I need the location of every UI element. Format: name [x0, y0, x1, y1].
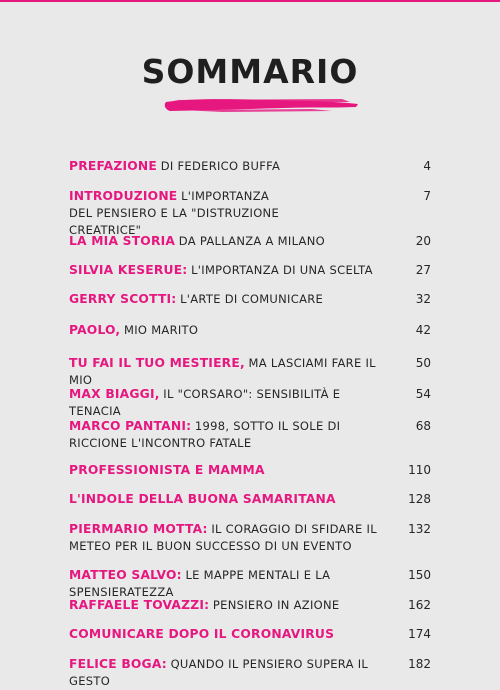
entry-page-number: 68 [415, 419, 431, 433]
entry-name: SILVIA KESERUE: [69, 263, 188, 277]
entry-name: COMUNICARE DOPO IL CORONAVIRUS [69, 627, 335, 641]
entry-name: INTRODUZIONE [69, 189, 178, 203]
toc-entry[interactable] [69, 233, 431, 250]
toc-entry[interactable] [69, 188, 431, 239]
toc-entry[interactable] [69, 521, 431, 555]
toc-entry[interactable] [69, 656, 431, 690]
entry-name: FELICE BOGA: [69, 657, 167, 671]
page-title: SOMMARIO [141, 52, 359, 91]
entry-name: L'INDOLE DELLA BUONA SAMARITANA [69, 492, 336, 506]
toc-entry[interactable] [69, 158, 431, 175]
toc-entry[interactable] [69, 322, 431, 339]
entry-description: L'ARTE DI COMUNICARE [180, 292, 324, 306]
entry-page-number: 27 [415, 263, 431, 277]
entry-description: DI FEDERICO BUFFA [160, 159, 281, 173]
entry-page-number: 150 [408, 568, 431, 582]
toc-entry[interactable] [69, 386, 431, 420]
brush-stroke-decoration [162, 93, 360, 115]
entry-name: PROFESSIONISTA E MAMMA [69, 463, 265, 477]
entry-name: MARCO PANTANI: [69, 419, 192, 433]
entry-page-number: 162 [408, 598, 431, 612]
entry-name: MAX BIAGGI, [69, 387, 160, 401]
entry-description: MA LASCIAMI FARE IL MIO [69, 356, 376, 387]
entry-name: GERRY SCOTTI: [69, 292, 177, 306]
entry-page-number: 54 [415, 387, 431, 401]
entry-description: LE MAPPE MENTALI E LA SPENSIERATEZZA [69, 568, 331, 599]
entry-page-number: 132 [408, 522, 431, 536]
entry-description: IL CORAGGIO DI SFIDARE IL METEO PER IL BUON SUCCESSO DI UN EVENTO [69, 522, 377, 553]
entry-page-number: 32 [415, 292, 431, 306]
entry-page-number: 50 [415, 356, 431, 370]
entry-name: MATTEO SALVO: [69, 568, 182, 582]
entry-name: LA MIA STORIA [69, 234, 176, 248]
toc-entry[interactable] [69, 491, 431, 508]
entry-name: RAFFAELE TOVAZZI: [69, 598, 210, 612]
toc-entry[interactable] [69, 418, 431, 452]
toc-entry[interactable] [69, 626, 431, 643]
entry-description: 1998, SOTTO IL SOLE DI RICCIONE L'INCONTRO FATALE [69, 419, 341, 450]
entry-page-number: 174 [408, 627, 431, 641]
entry-name: PREFAZIONE [69, 159, 158, 173]
entry-name: TU FAI IL TUO MESTIERE, [69, 356, 245, 370]
toc-entry[interactable] [69, 567, 431, 601]
entry-page-number: 110 [408, 463, 431, 477]
entry-name: PAOLO, [69, 323, 121, 337]
entry-name: PIERMARIO MOTTA: [69, 522, 208, 536]
entry-page-number: 20 [415, 234, 431, 248]
entry-page-number: 128 [408, 492, 431, 506]
entry-description: DA PALLANZA A MILANO [178, 234, 325, 248]
entry-page-number: 182 [408, 657, 431, 671]
toc-entry[interactable] [69, 262, 431, 279]
toc-entry[interactable] [69, 597, 431, 614]
entry-description: MIO MARITO [123, 323, 199, 337]
toc-entry[interactable] [69, 462, 431, 479]
top-accent-line [0, 0, 500, 2]
entry-description: IL "CORSARO": SENSIBILITÀ E TENACIA [69, 387, 341, 418]
entry-description: L'IMPORTANZA DEL PENSIERO E LA "DISTRUZIONE CREATRICE" [69, 189, 280, 237]
entry-page-number: 7 [423, 189, 431, 203]
entry-description: L'IMPORTANZA DI UNA SCELTA [191, 263, 373, 277]
entry-page-number: 4 [423, 159, 431, 173]
entry-page-number: 42 [415, 323, 431, 337]
toc-entry[interactable] [69, 355, 431, 389]
entry-description: PENSIERO IN AZIONE [212, 598, 340, 612]
entry-description: QUANDO IL PENSIERO SUPERA IL GESTO [69, 657, 369, 688]
toc-entry[interactable] [69, 291, 431, 308]
